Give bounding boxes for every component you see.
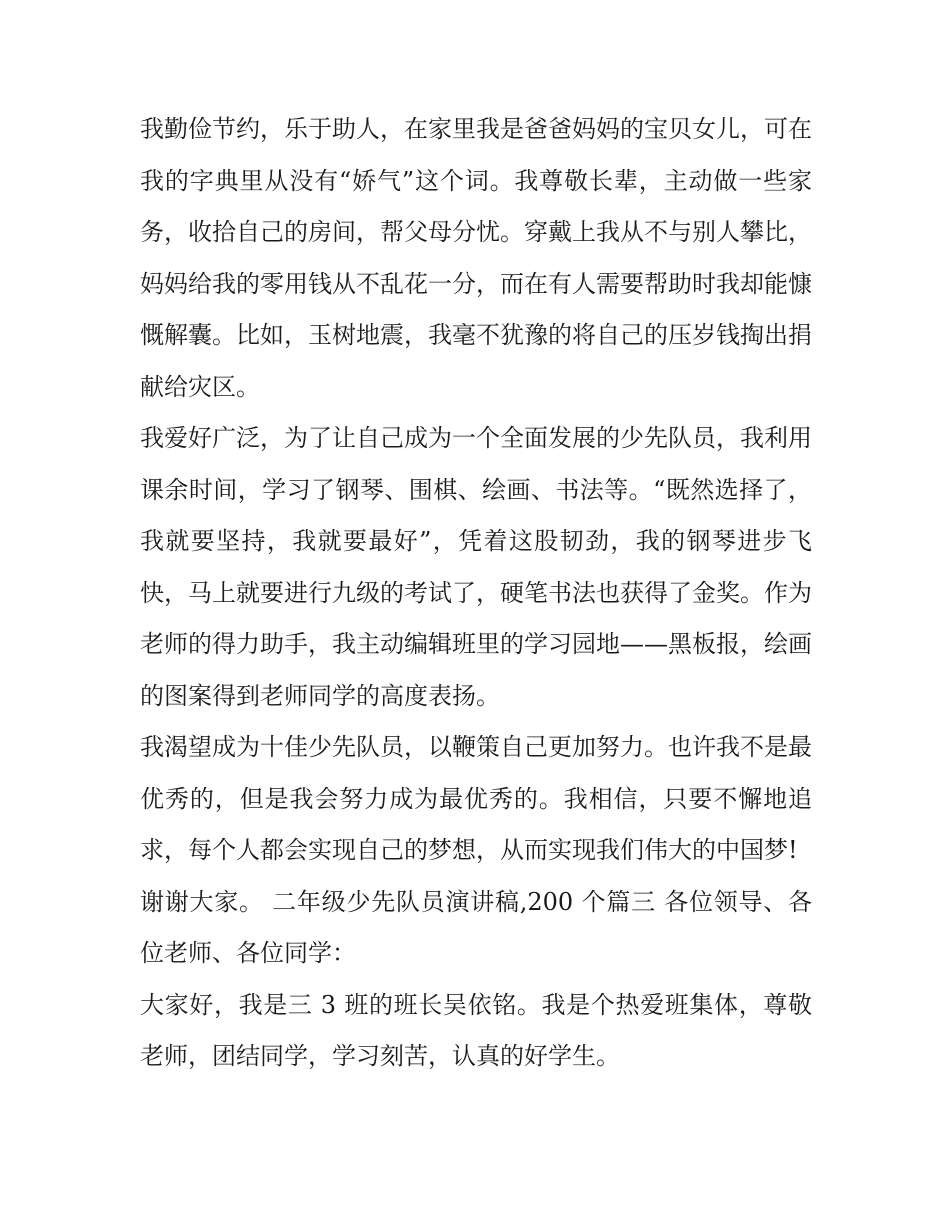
paragraph-hobbies: 我爱好广泛，为了让自己成为一个全面发展的少先队员，我利用课余时间，学习了钢琴、围棋、绘画、书法等。“既然选择了，我就要坚持，我就要最好”，凭着这股韧劲，我的钢琴进步飞快，马上就要进行九级的考试了，硬笔书法也获得了金奖。作为老师的得力助手，我主动编辑班里的学习园地——黑板报，绘画的图案得到老师同学的高度表扬。 [140,424,812,710]
paragraph-thanks-and-heading: 谢谢大家。 二年级少先队员演讲稿,200 个篇三 各位领导、各位老师、各位同学： [140,887,812,967]
paragraph-self-introduction: 大家好，我是三 3 班的班长吴依铭。我是个热爱班集体，尊敬老师，团结同学，学习刻苦，认真的好学生。 [140,990,812,1070]
paragraph-aspiration: 我渴望成为十佳少先队员，以鞭策自己更加努力。也许我不是最优秀的，但是我会努力成为最优秀的。我相信，只要不懈地追求，每个人都会实现自己的梦想，从而实现我们伟大的中国梦! [140,733,812,864]
document-body [140,104,812,1083]
paragraph-frugality: 我勤俭节约，乐于助人，在家里我是爸爸妈妈的宝贝女儿，可在我的字典里从没有“娇气”这个词。我尊敬长辈，主动做一些家务，收拾自己的房间，帮父母分忧。穿戴上我从不与别人攀比，妈妈给我的零用钱从不乱花一分，而在有人需要帮助时我却能慷慨解囊。比如，玉树地震，我毫不犹豫的将自己的压岁钱掏出捐献给灾区。 [140,115,812,401]
